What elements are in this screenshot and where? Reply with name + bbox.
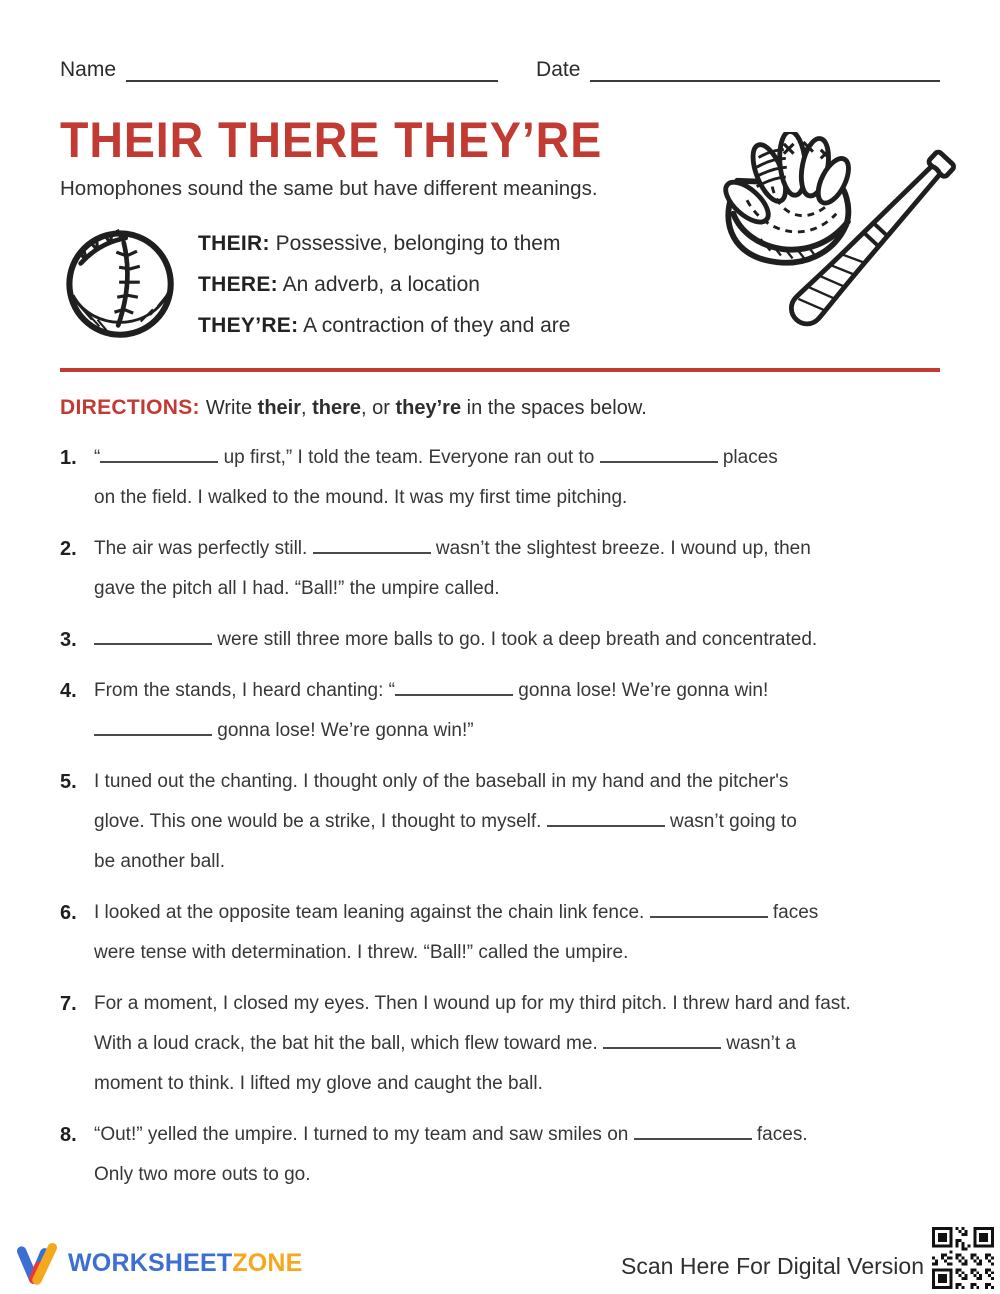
worksheetzone-logo	[14, 1240, 303, 1286]
text-segment: glove. This one would be a strike, I thought to myself.	[94, 811, 547, 832]
answer-blank[interactable]	[547, 812, 665, 827]
text-segment: be another ball.	[94, 851, 225, 872]
answer-blank[interactable]	[600, 448, 718, 463]
directions	[60, 396, 940, 420]
text-segment: places	[717, 447, 778, 468]
scan-here-text: Scan Here For Digital Version	[621, 1253, 924, 1279]
text-segment: wasn’t a	[721, 1033, 796, 1054]
question-text	[94, 984, 851, 1104]
questions-list	[60, 438, 940, 1195]
answer-blank[interactable]	[634, 1125, 752, 1140]
definition-row	[198, 264, 570, 305]
definitions-list	[198, 223, 570, 346]
text-segment: gonna lose! We’re gonna win!”	[212, 720, 474, 741]
text-segment: they’re	[395, 397, 462, 419]
text-segment: there	[312, 397, 362, 419]
question-number: 4.	[60, 680, 77, 702]
definition-term: THEY’RE:	[198, 314, 299, 337]
question-text	[94, 893, 818, 973]
text-segment: “	[94, 447, 101, 468]
name-label: Name	[60, 58, 117, 81]
question-number: 6.	[60, 902, 77, 924]
page-title: THEIR THERE THEY’RE	[60, 112, 603, 168]
question-number: 5.	[60, 771, 77, 793]
text-segment: From the stands, I heard chanting: “	[94, 680, 395, 701]
text-segment: ,	[301, 397, 313, 419]
logo-word-zone: ZONE	[232, 1248, 303, 1277]
date-label: Date	[536, 58, 581, 81]
question-text	[94, 671, 768, 751]
question-row	[60, 762, 940, 882]
definitions-section	[60, 223, 720, 346]
question-number: 7.	[60, 993, 77, 1015]
answer-blank[interactable]	[395, 681, 513, 696]
answer-blank[interactable]	[313, 539, 431, 554]
definition-meaning: An adverb, a location	[277, 273, 480, 296]
text-segment: were still three more balls to go. I took a deep breath and concentrated.	[212, 629, 818, 650]
question-row	[60, 620, 940, 660]
definition-row	[198, 223, 570, 264]
text-segment: up first,” I told the team. Everyone ran out to	[218, 447, 600, 468]
directions-label: DIRECTIONS:	[60, 396, 200, 419]
text-segment: moment to think. I lifted my glove and caught the ball.	[94, 1073, 543, 1094]
text-segment: wasn’t going to	[664, 811, 797, 832]
text-segment: For a moment, I closed my eyes. Then I wound up for my third pitch. I threw hard and fast.	[94, 993, 851, 1014]
question-text	[94, 762, 797, 882]
text-segment: The air was perfectly still.	[94, 538, 313, 559]
question-row	[60, 529, 940, 609]
text-segment: gave the pitch all I had. “Ball!” the umpire called.	[94, 578, 500, 599]
text-segment: gonna lose! We’re gonna win!	[513, 680, 769, 701]
question-text	[94, 529, 811, 609]
date-write-line[interactable]	[590, 60, 940, 82]
directions-text	[206, 397, 647, 419]
question-text	[94, 620, 817, 660]
definition-meaning: A contraction of they and are	[298, 314, 571, 337]
subtitle: Homophones sound the same but have different meanings.	[60, 177, 598, 200]
definition-meaning: Possessive, belonging to them	[269, 232, 561, 255]
answer-blank[interactable]	[94, 721, 212, 736]
text-segment: wasn’t the slightest breeze. I wound up, then	[430, 538, 811, 559]
answer-blank[interactable]	[650, 903, 768, 918]
question-row	[60, 984, 940, 1104]
text-segment: faces.	[751, 1124, 808, 1145]
text-segment: , or	[361, 397, 396, 419]
text-segment: in the spaces below.	[461, 397, 647, 419]
text-segment: faces	[767, 902, 819, 923]
baseball-sketch-icon	[60, 224, 182, 346]
name-date-row	[60, 58, 940, 82]
question-row	[60, 438, 940, 518]
text-segment: on the field. I walked to the mound. It was my first time pitching.	[94, 487, 628, 508]
definition-row	[198, 305, 570, 346]
name-write-line[interactable]	[126, 60, 498, 82]
question-number: 8.	[60, 1124, 77, 1146]
glove-and-bat-sketch-icon	[714, 132, 976, 346]
question-text	[94, 1115, 808, 1195]
answer-blank[interactable]	[100, 448, 218, 463]
section-divider	[60, 368, 940, 372]
text-segment: I looked at the opposite team leaning against the chain link fence.	[94, 902, 650, 923]
text-segment: With a loud crack, the bat hit the ball, which flew toward me.	[94, 1033, 604, 1054]
text-segment: Only two more outs to go.	[94, 1164, 311, 1185]
text-segment: I tuned out the chanting. I thought only of the baseball in my hand and the pitcher's	[94, 771, 789, 792]
question-number: 1.	[60, 447, 77, 469]
question-number: 2.	[60, 538, 77, 560]
text-segment: Write	[205, 397, 258, 419]
text-segment: were tense with determination. I threw. “Ball!” called the umpire.	[94, 942, 629, 963]
text-segment: their	[257, 397, 302, 419]
definition-term: THERE:	[198, 273, 278, 296]
answer-blank[interactable]	[94, 630, 212, 645]
worksheetzone-logo-icon	[14, 1240, 60, 1286]
qr-code-icon	[932, 1226, 994, 1290]
definition-term: THEIR:	[198, 232, 270, 255]
logo-wordmark	[68, 1249, 303, 1278]
answer-blank[interactable]	[603, 1034, 721, 1049]
question-row	[60, 1115, 940, 1195]
text-segment: “Out!” yelled the umpire. I turned to my team and saw smiles on	[94, 1124, 634, 1145]
question-number: 3.	[60, 629, 77, 651]
logo-word-worksheet: WORKSHEET	[68, 1248, 233, 1277]
question-row	[60, 671, 940, 751]
question-row	[60, 893, 940, 973]
question-text	[94, 438, 778, 518]
